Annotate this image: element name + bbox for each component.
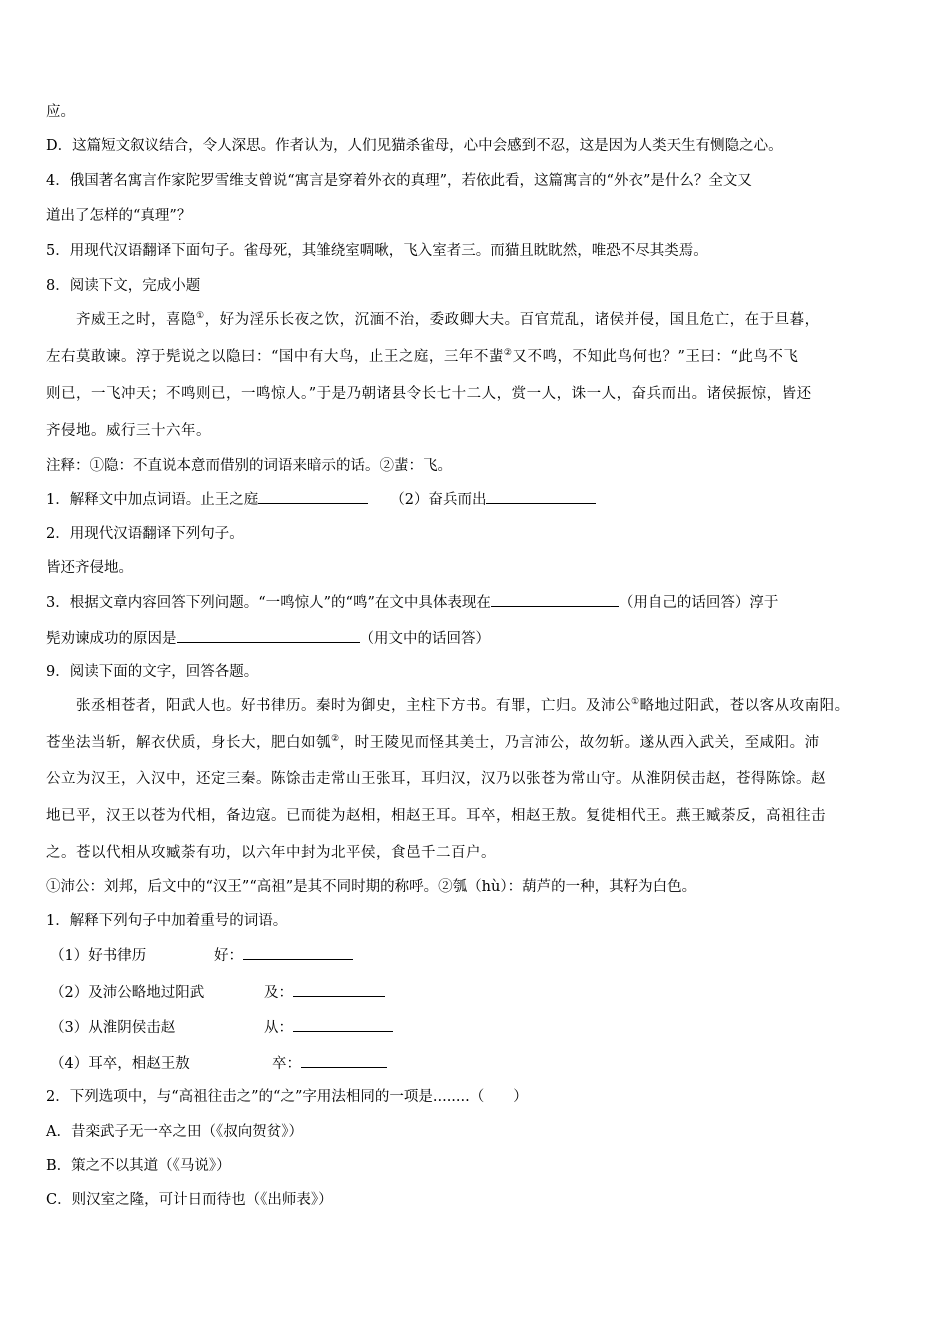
text: C．则汉室之隆，可计日而待也（《出师表》） <box>46 1192 333 1208</box>
text: （1）好书律历 <box>50 948 147 964</box>
text: ，时王陵见而怪其美士，乃言沛公，故勿斩。遂从西入武关，至咸阳。沛 <box>339 735 820 751</box>
question-8-1 <box>46 489 596 510</box>
text: 2．用现代汉语翻译下列句子。 <box>46 526 244 542</box>
answer-blank[interactable] <box>491 592 619 607</box>
text: 2．下列选项中，与“高祖往击之”的“之”字用法相同的一项是........（ ） <box>46 1089 528 1105</box>
footnote-marker: ① <box>631 697 640 707</box>
text: 卒： <box>272 1056 301 1072</box>
text: 从： <box>264 1020 293 1036</box>
answer-blank[interactable] <box>258 489 368 504</box>
option-c <box>46 1190 333 1210</box>
answer-blank[interactable] <box>301 1053 387 1068</box>
text: 4．俄国著名寓言作家陀罗雪维支曾说“寓言是穿着外衣的真理”，若依此看，这篇寓言的“外衣”是什么？全文又 <box>46 173 752 189</box>
text: 好： <box>214 948 243 964</box>
note-2 <box>46 877 696 897</box>
option-b <box>46 1156 231 1176</box>
text: ，好为淫乐长夜之饮，沉湎不治，委政卿大夫。百官荒乱，诸侯并侵，国且危亡，在于旦暮， <box>204 312 820 328</box>
passage-2-line <box>76 696 850 716</box>
text: 苍坐法当斩，解衣伏质，身长大，肥白如瓠 <box>46 735 331 751</box>
passage-1-line <box>46 421 211 441</box>
text: 1．解释文中加点词语。止王之庭 <box>46 492 259 508</box>
passage-2-line <box>46 733 820 753</box>
footnote-marker: ② <box>503 348 513 358</box>
text: 及： <box>264 985 293 1001</box>
text: D．这篇短文叙议结合，令人深思。作者认为，人们见猫杀雀母，心中会感到不忍，这是因为人类天生有恻隐之心。 <box>46 138 783 154</box>
text: （3）从淮阴侯击赵 <box>50 1020 176 1036</box>
option-d <box>46 136 783 156</box>
text: 8．阅读下文，完成小题 <box>46 278 201 294</box>
text: 公立为汉王，入汉中，还定三秦。陈馀击走常山王张耳，耳归汉，汉乃以张苍为常山守。从淮阴侯击赵，苍得陈馀。赵 <box>46 771 826 787</box>
question-8-2-sentence <box>46 558 133 578</box>
text: （4）耳卒，相赵王敖 <box>50 1056 190 1072</box>
text: 地已平，汉王以苍为代相，备边寇。已而徙为赵相，相赵王耳。耳卒，相赵王敖。复徙相代王。燕王臧荼反，高祖往击 <box>46 808 826 824</box>
passage-1-line <box>76 310 820 330</box>
passage-2-line <box>46 843 496 863</box>
question-9-1 <box>46 911 287 931</box>
section-9-heading <box>46 662 258 682</box>
text: 9．阅读下面的文字，回答各题。 <box>46 664 259 680</box>
text: （2）奋兵而出 <box>390 492 487 508</box>
text: （用文中的话回答） <box>359 631 490 647</box>
passage-1-line <box>46 347 798 367</box>
option-a <box>46 1122 303 1142</box>
footnote-marker: ① <box>196 311 205 321</box>
question-4-cont <box>46 206 191 226</box>
text-line <box>46 102 75 122</box>
question-4 <box>46 171 752 191</box>
text: 皆还齐侵地。 <box>46 560 133 576</box>
text: A．昔栾武子无一卒之田（《叔向贺贫》） <box>46 1124 303 1140</box>
text: 之。苍以代相从攻臧荼有功，以六年中封为北平侯，食邑千二百户。 <box>46 845 496 861</box>
question-5 <box>46 241 708 261</box>
answer-blank[interactable] <box>293 1017 393 1032</box>
passage-1-line <box>46 384 812 404</box>
section-8-heading <box>46 276 200 296</box>
text: 齐威王之时，喜隐 <box>76 312 196 328</box>
text: 应。 <box>46 104 75 120</box>
question-9-1-item <box>50 1017 393 1038</box>
text: 道出了怎样的“真理”？ <box>46 208 192 224</box>
note-1 <box>46 456 452 476</box>
text: 3．根据文章内容回答下列问题。“一鸣惊人”的“鸣”在文中具体表现在 <box>46 595 491 611</box>
text: 则已，一飞冲天；不鸣则已，一鸣惊人。”于是乃朝诸县令长七十二人，赏一人，诛一人，奋兵而出。诸侯振惊，皆还 <box>46 386 812 402</box>
passage-2-line <box>46 806 826 826</box>
question-9-1-item <box>50 1053 387 1074</box>
question-9-1-item <box>50 945 353 966</box>
passage-2-line <box>46 769 826 789</box>
question-9-2 <box>46 1087 528 1107</box>
text: 略地过阳武，苍以客从攻南阳。 <box>639 698 850 714</box>
answer-blank[interactable] <box>177 628 360 643</box>
text: 又不鸣，不知此鸟何也？”王曰：“此鸟不飞 <box>512 349 799 365</box>
answer-blank[interactable] <box>243 945 353 960</box>
text: 左右莫敢谏。淳于髡说之以隐曰：“国中有大鸟，止王之庭，三年不蜚 <box>46 349 504 365</box>
text: 5．用现代汉语翻译下面句子。雀母死，其雏绕室啁啾，飞入室者三。而猫且眈眈然，唯恐不尽其类焉。 <box>46 243 708 259</box>
text: （用自己的话回答）淳于 <box>618 595 779 611</box>
text: （2）及沛公略地过阳武 <box>50 985 205 1001</box>
text: 张丞相苍者，阳武人也。好书律历。秦时为御史，主柱下方书。有罪，亡归。及沛公 <box>76 698 631 714</box>
text: ①沛公：刘邦，后文中的“汉王”“高祖”是其不同时期的称呼。②瓠（hù）：葫芦的一种，其籽为白色。 <box>46 879 697 895</box>
text: 注释：①隐：不直说本意而借别的词语来暗示的话。②蜚：飞。 <box>46 458 452 474</box>
question-9-1-item <box>50 982 385 1003</box>
text: 1．解释下列句子中加着重号的词语。 <box>46 913 288 929</box>
question-8-3-cont <box>46 628 490 649</box>
question-8-3 <box>46 592 778 613</box>
text: 髡劝谏成功的原因是 <box>46 631 177 647</box>
text: B．策之不以其道（《马说》） <box>46 1158 231 1174</box>
text: 齐侵地。威行三十六年。 <box>46 423 211 439</box>
question-8-2 <box>46 524 244 544</box>
answer-blank[interactable] <box>486 489 596 504</box>
answer-blank[interactable] <box>293 982 385 997</box>
footnote-marker: ② <box>331 734 340 744</box>
